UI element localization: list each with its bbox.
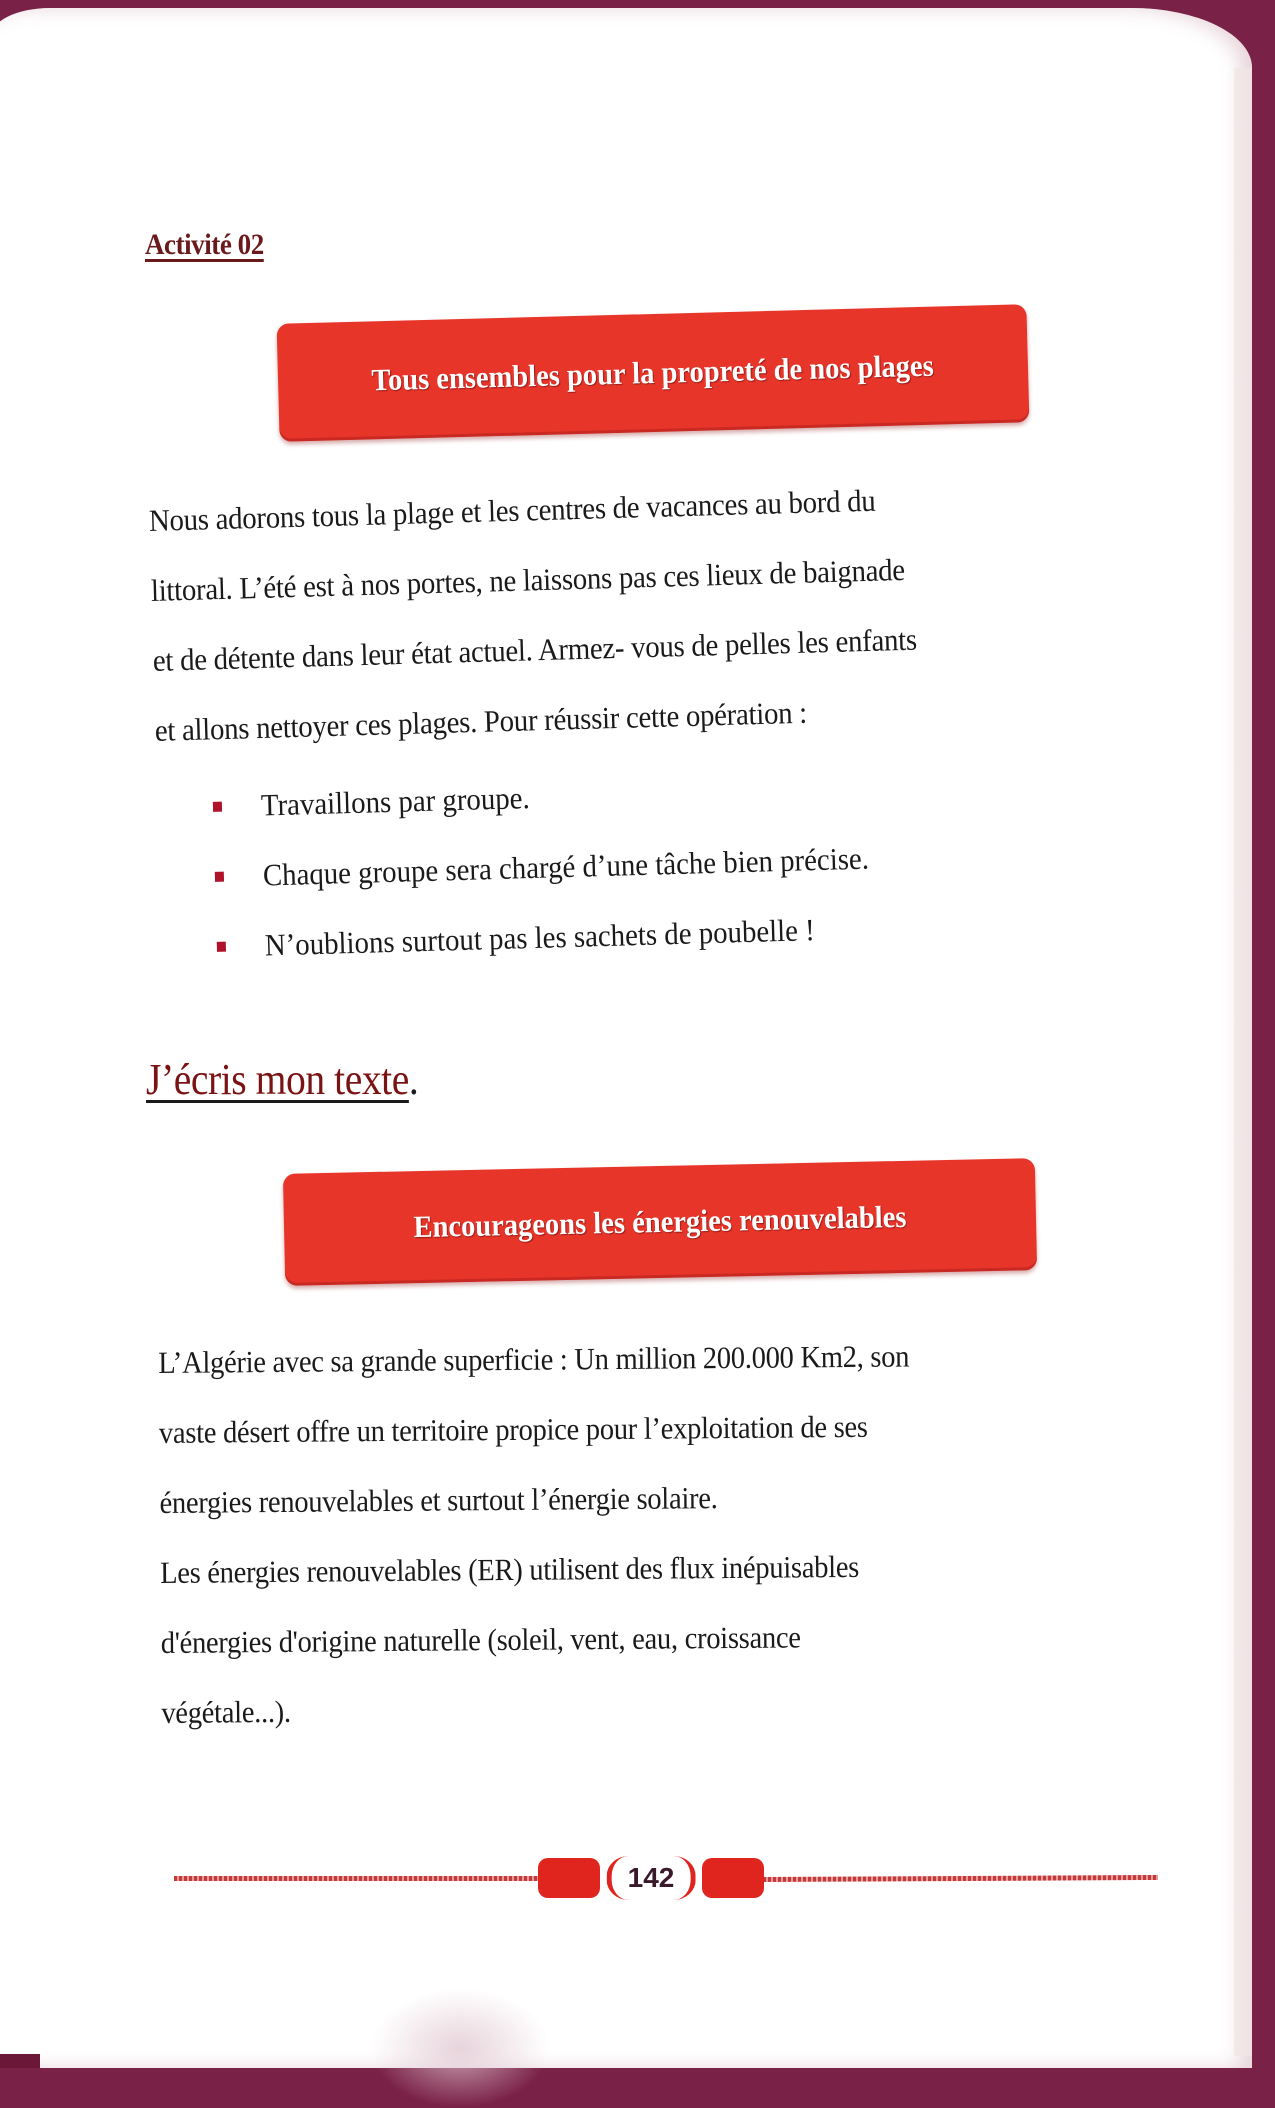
book-page (0, 8, 1252, 2068)
page-footer (174, 1854, 1158, 1904)
writing-banner-text: Encourageons les énergies renouvelables (413, 1198, 907, 1245)
footer-rule-right (758, 1875, 1158, 1882)
paragraph-line: Nous adorons tous la plage et les centres de vacances au bord du (148, 482, 876, 538)
section-title-text: J’écris mon texte (146, 1055, 409, 1104)
list-item-text: Chaque groupe sera chargé d’une tâche bien précise. (262, 840, 870, 893)
square-bullet-icon (215, 872, 224, 882)
page-number: 142 (607, 1856, 696, 1900)
cover-corner (0, 2054, 40, 2068)
writing-banner (283, 1158, 1037, 1286)
activity-paragraph (148, 463, 977, 766)
square-bullet-icon (217, 942, 226, 952)
paragraph-line: Les énergies renouvelables (ER) utilisent des flux inépuisables (159, 1548, 860, 1590)
paragraph-line: énergies renouvelables et surtout l’énergie solaire. (159, 1480, 718, 1520)
paragraph-line: d'énergies d'origine naturelle (soleil, vent, eau, croissance (160, 1619, 801, 1660)
page-edge (1234, 68, 1252, 2056)
footer-rule-left (174, 1876, 544, 1881)
badge-cap-right (702, 1858, 764, 1898)
section-title-punct: . (408, 1055, 419, 1104)
section-title (146, 1054, 418, 1105)
list-item-text: N’oublions surtout pas les sachets de poubelle ! (264, 912, 816, 963)
list-item-text: Travaillons par groupe. (260, 780, 531, 823)
activity-title: Activité 02 (145, 228, 264, 261)
square-bullet-icon (213, 802, 222, 812)
paragraph-line: végétale...). (161, 1693, 291, 1730)
paragraph-line: L’Algérie avec sa grande superficie : Un million 200.000 Km2, son (158, 1338, 910, 1380)
finger-shadow (370, 1988, 550, 2108)
instruction-list (208, 752, 917, 982)
activity-banner (277, 304, 1030, 442)
writing-paragraph (158, 1321, 978, 1748)
paragraph-line: vaste désert offre un territoire propice pour l’exploitation de ses (158, 1408, 868, 1450)
paragraph-line: et allons nettoyer ces plages. Pour réussir cette opération : (154, 694, 808, 748)
paragraph-line: et de détente dans leur état actuel. Armez- vous de pelles les enfants (152, 621, 918, 678)
page-number-badge (538, 1858, 764, 1898)
paragraph-line: littoral. L’été est à nos portes, ne laissons pas ces lieux de baignade (150, 551, 906, 608)
activity-banner-text: Tous ensembles pour la propreté de nos plages (371, 347, 935, 398)
badge-cap-left (538, 1858, 600, 1898)
